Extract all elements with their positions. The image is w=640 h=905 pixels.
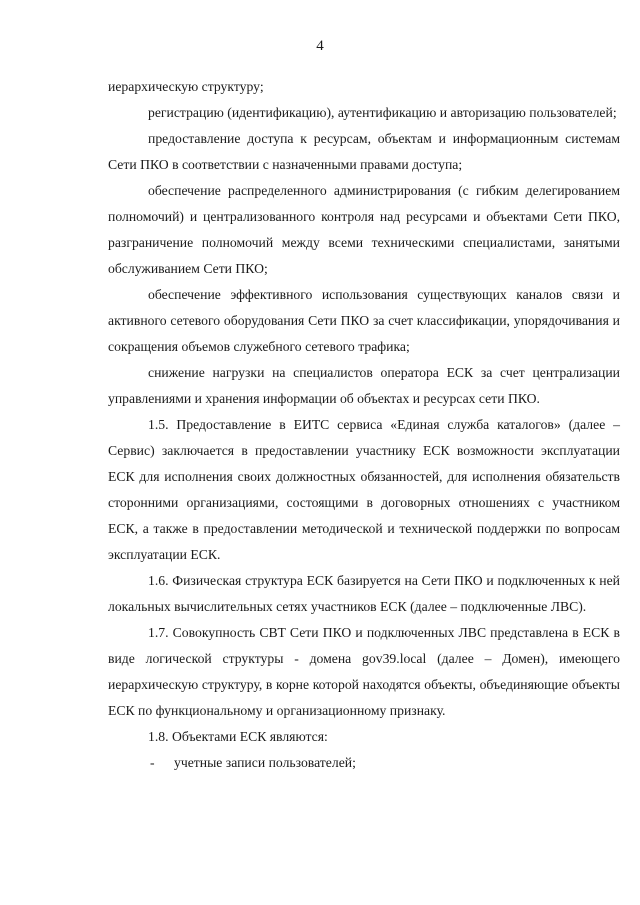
paragraph-registration: регистрацию (идентификацию), аутентификацию и авторизацию пользователей; xyxy=(148,105,617,120)
paragraph-load-reduction: снижение нагрузки на специалистов оператора ЕСК за счет централизации управлениями и хранения информации об объектах и ресурсах сети ПКО. xyxy=(108,365,620,406)
document-body xyxy=(108,74,620,776)
paragraph-section-1-8: 1.8. Объектами ЕСК являются: xyxy=(148,729,328,744)
paragraph-administration: обеспечение распределенного администрирования (с гибким делегированием полномочий) и централизованного контроля над ресурсами и объектами Сети ПКО, разграничение полномочий между всеми техническими специалистами, занятыми обслуживанием Сети ПКО; xyxy=(108,183,620,276)
paragraph-continuation: иерархическую структуру; xyxy=(108,79,264,94)
paragraph-section-1-7: 1.7. Совокупность СВТ Сети ПКО и подключенных ЛВС представлена в ЕСК в виде логической структуры - домена gov39.local (далее – Домен), имеющего иерархическую структуру, в корне которой находятся объекты, объединяющие объекты ЕСК по функциональному и организационному признаку. xyxy=(108,625,620,718)
list-item-text: учетные записи пользователей; xyxy=(174,755,356,770)
paragraph-section-1-6: 1.6. Физическая структура ЕСК базируется на Сети ПКО и подключенных к ней локальных вычислительных сетях участников ЕСК (далее – подключенные ЛВС). xyxy=(108,573,620,614)
list-dash: - xyxy=(150,755,155,770)
list-item xyxy=(108,750,620,776)
paragraph-access: предоставление доступа к ресурсам, объектам и информационным системам Сети ПКО в соответствии с назначенными правами доступа; xyxy=(108,131,620,172)
paragraph-section-1-5: 1.5. Предоставление в ЕИТС сервиса «Единая служба каталогов» (далее – Сервис) заключается в предоставлении участнику ЕСК возможности эксплуатации ЕСК для исполнения своих должностных обязанностей, для исполнения обязательств сторонними организациями, состоящими в договорных отношениях с участником ЕСК, а также в предоставлении методической и технической поддержки по вопросам эксплуатации ЕСК. xyxy=(108,417,620,562)
paragraph-channels: обеспечение эффективного использования существующих каналов связи и активного сетевого оборудования Сети ПКО за счет классификации, упорядочивания и сокращения объемов служебного сетевого трафика; xyxy=(108,287,620,354)
page-number: 4 xyxy=(316,38,324,54)
